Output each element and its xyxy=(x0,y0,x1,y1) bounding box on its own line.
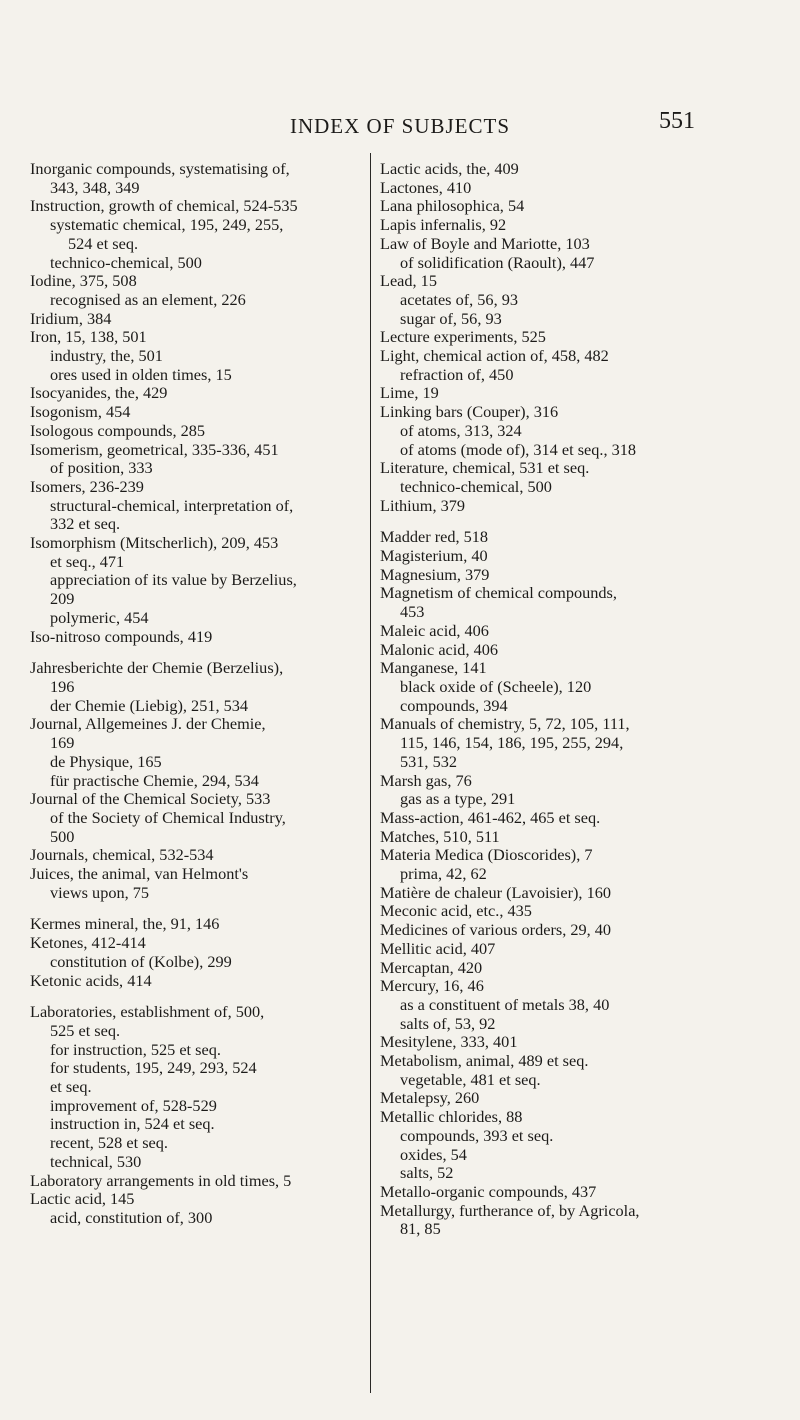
index-entry: Lecture experiments, 525 xyxy=(380,327,546,347)
index-entry: Metalepsy, 260 xyxy=(380,1088,480,1108)
index-subentry: improvement of, 528-529 xyxy=(50,1095,217,1115)
index-subentry: 332 et seq. xyxy=(50,514,121,534)
index-subentry: of solidification (Raoult), 447 xyxy=(400,252,595,272)
index-subentry: 343, 348, 349 xyxy=(50,177,140,197)
index-entry: Lana philosophica, 54 xyxy=(380,196,525,216)
index-entry: Iodine, 375, 508 xyxy=(30,271,137,291)
index-subentry: prima, 42, 62 xyxy=(400,864,487,884)
index-entry: Malonic acid, 406 xyxy=(380,639,499,659)
index-entry: Ketonic acids, 414 xyxy=(30,970,152,990)
index-entry: Juices, the animal, van Helmont's xyxy=(30,864,249,884)
index-entry: Linking bars (Couper), 316 xyxy=(380,402,559,422)
index-subentry: salts of, 53, 92 xyxy=(400,1013,496,1033)
index-entry: Ketones, 412-414 xyxy=(30,933,146,953)
index-entry: Laboratories, establishment of, 500, xyxy=(30,1002,265,1022)
index-subentry: technico-chemical, 500 xyxy=(50,252,202,272)
running-title: INDEX OF SUBJECTS xyxy=(289,114,511,138)
index-subentry: de Physique, 165 xyxy=(50,751,162,771)
index-entry: Metallurgy, furtherance of, by Agricola, xyxy=(380,1200,640,1220)
index-entry: Materia Medica (Dioscorides), 7 xyxy=(380,845,593,865)
index-subentry: sugar of, 56, 93 xyxy=(400,308,502,328)
index-entry: Maleic acid, 406 xyxy=(380,620,489,640)
index-entry: Iron, 15, 138, 501 xyxy=(30,327,147,347)
index-entry: Lead, 15 xyxy=(380,271,437,291)
index-subentry: ores used in olden times, 15 xyxy=(50,364,232,384)
index-entry: Lactic acids, the, 409 xyxy=(380,159,519,178)
index-entry: Jahresberichte der Chemie (Berzelius), xyxy=(30,658,284,678)
index-subentry: constitution of (Kolbe), 299 xyxy=(50,951,232,971)
index-entry: Matches, 510, 511 xyxy=(380,826,500,846)
index-subentry: gas as a type, 291 xyxy=(400,789,516,809)
index-entry: Mesitylene, 333, 401 xyxy=(380,1032,518,1052)
index-entry: Inorganic compounds, systematising of, xyxy=(30,159,290,178)
index-subentry: 169 xyxy=(50,733,75,753)
index-entry: Journal of the Chemical Society, 533 xyxy=(30,789,271,809)
index-subentry: salts, 52 xyxy=(400,1163,454,1183)
index-subentry: 525 et seq. xyxy=(50,1020,121,1040)
index-subentry: 81, 85 xyxy=(400,1219,441,1239)
index-subentry: compounds, 394 xyxy=(400,695,508,715)
index-entry: Meconic acid, etc., 435 xyxy=(380,901,532,921)
index-entry: Lapis infernalis, 92 xyxy=(380,215,507,235)
index-subentry: of position, 333 xyxy=(50,458,153,478)
index-entry: Iso-nitroso compounds, 419 xyxy=(30,626,213,646)
index-entry: Magisterium, 40 xyxy=(380,546,488,566)
index-entry: Instruction, growth of chemical, 524-535 xyxy=(30,196,298,216)
index-entry: Lactones, 410 xyxy=(380,177,472,197)
index-subentry: 524 et seq. xyxy=(68,233,139,253)
index-entry: Mellitic acid, 407 xyxy=(380,938,496,958)
index-entry: Isomorphism (Mitscherlich), 209, 453 xyxy=(30,533,279,553)
index-subentry: refraction of, 450 xyxy=(400,364,514,384)
index-entry: Law of Boyle and Mariotte, 103 xyxy=(380,233,590,253)
index-subentry: compounds, 393 et seq. xyxy=(400,1125,554,1145)
index-subentry: 209 xyxy=(50,589,75,609)
index-entry: Mercaptan, 420 xyxy=(380,957,483,977)
index-column-left xyxy=(30,160,370,1228)
index-entry: Lithium, 379 xyxy=(380,495,466,515)
index-subentry: recent, 528 et seq. xyxy=(50,1133,168,1153)
index-entry: Magnesium, 379 xyxy=(380,564,490,584)
index-entry: Isomerism, geometrical, 335-336, 451 xyxy=(30,439,279,459)
index-subentry: 196 xyxy=(50,676,75,696)
index-subentry: structural-chemical, interpretation of, xyxy=(50,495,294,515)
index-subentry: for instruction, 525 et seq. xyxy=(50,1039,221,1059)
index-entry: Medicines of various orders, 29, 40 xyxy=(380,920,612,940)
index-subentry: systematic chemical, 195, 249, 255, xyxy=(50,215,284,235)
index-subentry: 500 xyxy=(50,826,75,846)
index-subentry: of atoms (mode of), 314 et seq., 318 xyxy=(400,439,637,459)
index-subentry: der Chemie (Liebig), 251, 534 xyxy=(50,695,249,715)
index-subentry: appreciation of its value by Berzelius, xyxy=(50,570,297,590)
index-subentry: for students, 195, 249, 293, 524 xyxy=(50,1058,257,1078)
index-entry: Lactic acid, 145 xyxy=(30,1189,135,1209)
index-entry: Journals, chemical, 532-534 xyxy=(30,845,214,865)
index-subentry: vegetable, 481 et seq. xyxy=(400,1069,541,1089)
index-entry: Manuals of chemistry, 5, 72, 105, 111, xyxy=(380,714,630,734)
index-entry: Manganese, 141 xyxy=(380,658,487,678)
index-entry: Matière de chaleur (Lavoisier), 160 xyxy=(380,882,611,902)
index-subentry: acetates of, 56, 93 xyxy=(400,289,518,309)
index-subentry: acid, constitution of, 300 xyxy=(50,1207,213,1227)
index-subentry: polymeric, 454 xyxy=(50,607,149,627)
index-subentry: instruction in, 524 et seq. xyxy=(50,1114,215,1134)
index-subentry: et seq., 471 xyxy=(50,551,125,571)
index-subentry: recognised as an element, 226 xyxy=(50,289,246,309)
page-number: 551 xyxy=(659,108,695,134)
index-subentry: of the Society of Chemical Industry, xyxy=(50,807,286,827)
index-subentry: oxides, 54 xyxy=(400,1144,467,1164)
index-subentry: as a constituent of metals 38, 40 xyxy=(400,994,610,1014)
index-entry: Metallic chlorides, 88 xyxy=(380,1107,523,1127)
index-entry: Isologous compounds, 285 xyxy=(30,420,206,440)
index-subentry: et seq. xyxy=(50,1077,92,1097)
index-subentry: für practische Chemie, 294, 534 xyxy=(50,770,259,790)
index-entry: Metabolism, animal, 489 et seq. xyxy=(380,1051,589,1071)
index-subentry: black oxide of (Scheele), 120 xyxy=(400,676,592,696)
index-entry: Isomers, 236-239 xyxy=(30,476,144,496)
index-subentry: of atoms, 313, 324 xyxy=(400,420,522,440)
index-entry: Literature, chemical, 531 et seq. xyxy=(380,458,590,478)
index-entry: Mass-action, 461-462, 465 et seq. xyxy=(380,807,601,827)
index-entry: Kermes mineral, the, 91, 146 xyxy=(30,914,220,934)
index-entry: Madder red, 518 xyxy=(380,527,489,547)
index-subentry: technical, 530 xyxy=(50,1151,142,1171)
index-entry: Metallo-organic compounds, 437 xyxy=(380,1181,597,1201)
index-entry: Magnetism of chemical compounds, xyxy=(380,583,617,603)
index-entry: Isocyanides, the, 429 xyxy=(30,383,168,403)
index-entry: Marsh gas, 76 xyxy=(380,770,472,790)
index-subentry: views upon, 75 xyxy=(50,882,150,902)
page-header xyxy=(0,108,800,142)
index-entry: Laboratory arrangements in old times, 5 xyxy=(30,1170,292,1190)
index-subentry: 115, 146, 154, 186, 195, 255, 294, xyxy=(400,733,624,753)
index-entry: Iridium, 384 xyxy=(30,308,112,328)
index-column-right xyxy=(380,160,740,1239)
column-divider xyxy=(370,153,371,1393)
index-subentry: technico-chemical, 500 xyxy=(400,476,552,496)
index-subentry: 453 xyxy=(400,602,425,622)
index-entry: Lime, 19 xyxy=(380,383,439,403)
index-entry: Journal, Allgemeines J. der Chemie, xyxy=(30,714,266,734)
index-entry: Isogonism, 454 xyxy=(30,402,131,422)
index-entry: Light, chemical action of, 458, 482 xyxy=(380,346,609,366)
index-subentry: industry, the, 501 xyxy=(50,346,163,366)
index-entry: Mercury, 16, 46 xyxy=(380,976,484,996)
index-subentry: 531, 532 xyxy=(400,751,457,771)
